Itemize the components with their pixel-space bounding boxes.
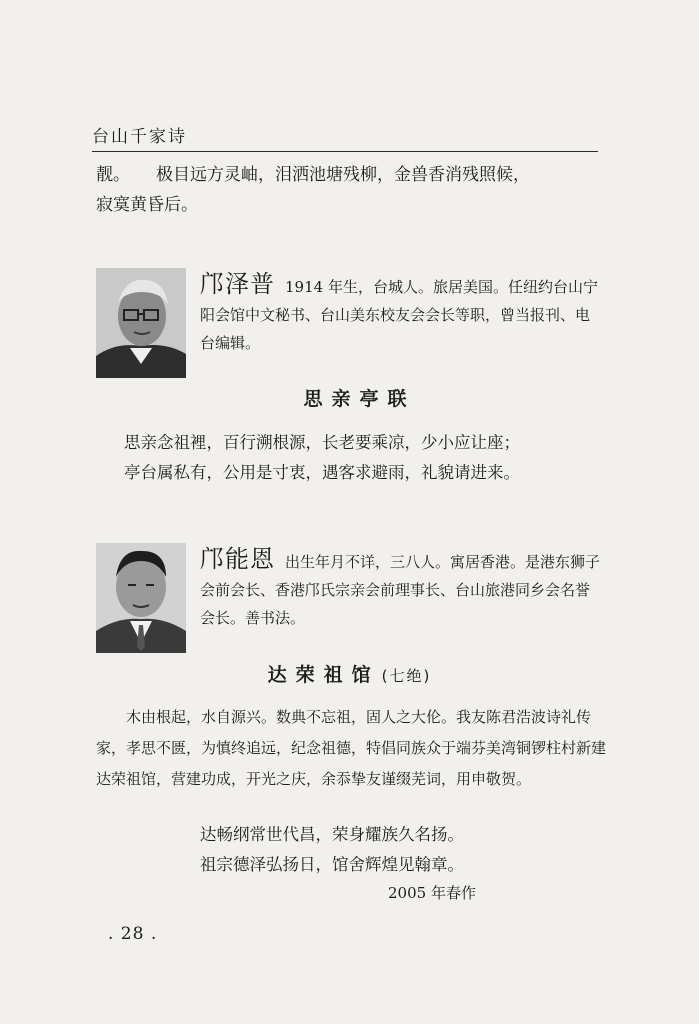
verse-line-2: 祖宗德泽弘扬日，馆舍辉煌见翰章。 bbox=[200, 855, 464, 874]
previous-poem-tail bbox=[96, 160, 606, 220]
page-number: . 28 . bbox=[108, 924, 158, 944]
bio-description-2: 出生年月不详，三八人。寓居香港。是港东狮子会前会长、香港邝氏宗亲会前理事长、台山旅港同乡会名誉会长。善书法。 bbox=[200, 553, 601, 627]
author-name-1: 邝泽普 bbox=[200, 270, 275, 298]
poem-signoff: 2005 年春作 bbox=[388, 884, 476, 902]
author-portrait-2 bbox=[96, 543, 186, 653]
author-portrait-1 bbox=[96, 268, 186, 378]
author-name-2: 邝能恩 bbox=[200, 545, 275, 573]
bio-text-1 bbox=[200, 270, 604, 357]
bio-text-2 bbox=[200, 545, 604, 632]
couplet-line-2: 亭台属私有，公用是寸衷，遇客求避雨，礼貌请进来。 bbox=[124, 463, 520, 482]
poem-tail-line1-start: 靓。 bbox=[96, 165, 130, 185]
poem-preface-text: 木由根起，水自源兴。数典不忘祖，固人之大伦。我友陈君浩波诗礼传家，孝思不匮，为慎终追远，纪念祖德，特倡同族众于端芬美湾铜锣柱村新建达荣祖馆，营建功成，开光之庆，余忝挚友谨缀芜词，用申敬贺。 bbox=[96, 708, 607, 788]
poem-tail-line1-rest: 极目远方灵岫，泪洒池塘残柳，金兽香消残照候， bbox=[156, 165, 530, 185]
poem-title-2 bbox=[0, 660, 699, 687]
poem-title-1: 思亲亭联 bbox=[303, 388, 416, 410]
poem-form-label: (七绝) bbox=[381, 667, 432, 685]
verse-line-1: 达畅纲常世代昌，荣身耀族久名扬。 bbox=[200, 825, 464, 844]
poem-tail-line2: 寂寞黄昏后。 bbox=[96, 195, 198, 215]
running-head: 台山千家诗 bbox=[92, 122, 598, 152]
poem-title-2-text: 达荣祖馆 bbox=[267, 664, 380, 686]
couplet bbox=[124, 428, 604, 488]
poem-preface bbox=[96, 702, 606, 795]
bio-description-1: 1914 年生，台城人。旅居美国。任纽约台山宁阳会馆中文秘书、台山美东校友会会长等职，曾当报刊、电台编辑。 bbox=[200, 278, 598, 352]
couplet-line-1: 思亲念祖裡，百行溯根源，长老要乘凉，少小应让座； bbox=[124, 433, 520, 452]
